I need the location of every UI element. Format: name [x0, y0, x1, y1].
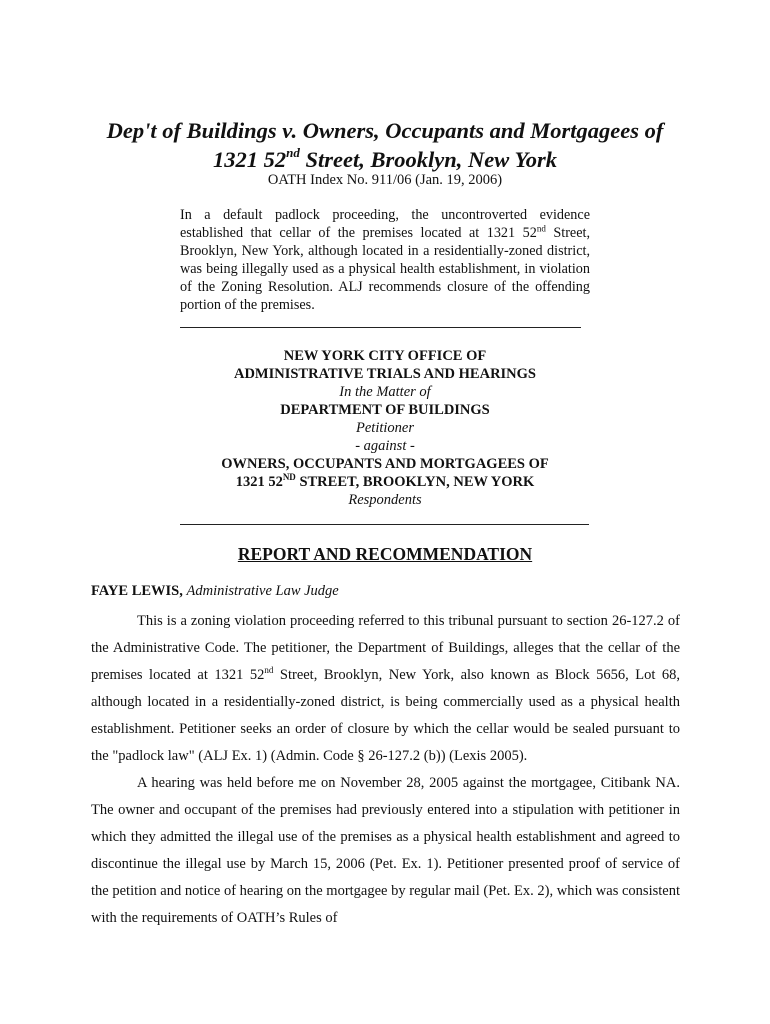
oath-index: OATH Index No. 911/06 (Jan. 19, 2006) — [267, 172, 503, 188]
document-title — [0, 116, 770, 174]
against-label: - against - — [355, 438, 415, 454]
judge-line — [91, 583, 339, 600]
title-ordinal-suffix: nd — [286, 144, 300, 160]
paragraph-1-ordinal-suffix: nd — [264, 665, 274, 676]
respondent-name-line-2 — [0, 473, 770, 491]
report-heading: REPORT AND RECOMMENDATION — [237, 544, 533, 564]
in-the-matter-of: In the Matter of — [339, 384, 431, 400]
title-line-2-end: Street, Brooklyn, New York — [299, 147, 557, 172]
case-caption — [0, 347, 770, 509]
respondent-name-line-1: OWNERS, OCCUPANTS AND MORTGAGEES OF — [221, 456, 549, 472]
petitioner-label: Petitioner — [356, 420, 414, 436]
petitioner-name: DEPARTMENT OF BUILDINGS — [280, 402, 490, 418]
judge-role: Administrative Law Judge — [186, 583, 339, 599]
office-name-line-2: ADMINISTRATIVE TRIALS AND HEARINGS — [233, 366, 536, 382]
report-body — [91, 608, 680, 932]
summary-divider — [180, 327, 581, 328]
paragraph-2: A hearing was held before me on November 28, 2005 against the mortgagee, Citibank NA. The owner and occupant of the premises had previously entered into a stipulation with petitioner in which they admitted the illegal use of the premises as a physical health establishment and agreed to discontinue the illegal use by March 15, 2006 (Pet. Ex. 1). Petitioner presented proof of service of the petition and notice of hearing on the mortgagee by regular mail (Pet. Ex. 2), which was consistent with the requirements of OATH’s Rules of — [91, 775, 680, 926]
title-line-1: Dep't of Buildings v. Owners, Occupants and Mortgagees of — [106, 118, 664, 143]
judge-name: FAYE LEWIS, — [91, 583, 183, 599]
paragraph-1-start: This is a zoning violation proceeding referred to this tribunal pursuant to section 26-127.2 of the Administrative Code. The petitioner, the Department of Buildings, alleges that the cellar of the premises located at 1321 52 — [91, 613, 680, 683]
title-line-2 — [213, 144, 557, 172]
case-summary — [180, 206, 590, 314]
summary-ordinal-suffix: nd — [536, 223, 546, 234]
office-name-line-1: NEW YORK CITY OFFICE OF — [283, 348, 487, 364]
respondent-line-2-end: STREET, BROOKLYN, NEW YORK — [295, 474, 535, 490]
paragraph-1 — [91, 608, 680, 770]
respondents-label: Respondents — [348, 492, 422, 508]
respondent-ordinal-suffix: ND — [282, 472, 296, 483]
summary-end: Street, Brooklyn, New York, although located in a residentially-zoned district, was being illegally used as a physical health establishment, in violation of the Zoning Resolution. ALJ recommends closure of the offending portion of the premises. — [180, 225, 591, 313]
title-line-2-start: 1321 52 — [213, 147, 287, 172]
caption-divider — [180, 524, 589, 525]
summary-start: In a default padlock proceeding, the uncontroverted evidence established that cellar of the premises located at 1321 52 — [180, 207, 590, 241]
paragraph-1-end: Street, Brooklyn, New York, also known as Block 5656, Lot 68, although located in a residentially-zoned district, is being commercially used as a physical health establishment. Petitioner seeks an order of closure by which the cellar would be sealed pursuant to the "padlock law" (ALJ Ex. 1) (Admin. Code § 26-127.2 (b)) (Lexis 2005). — [91, 667, 681, 764]
respondent-line-2-start: 1321 52 — [235, 474, 283, 490]
